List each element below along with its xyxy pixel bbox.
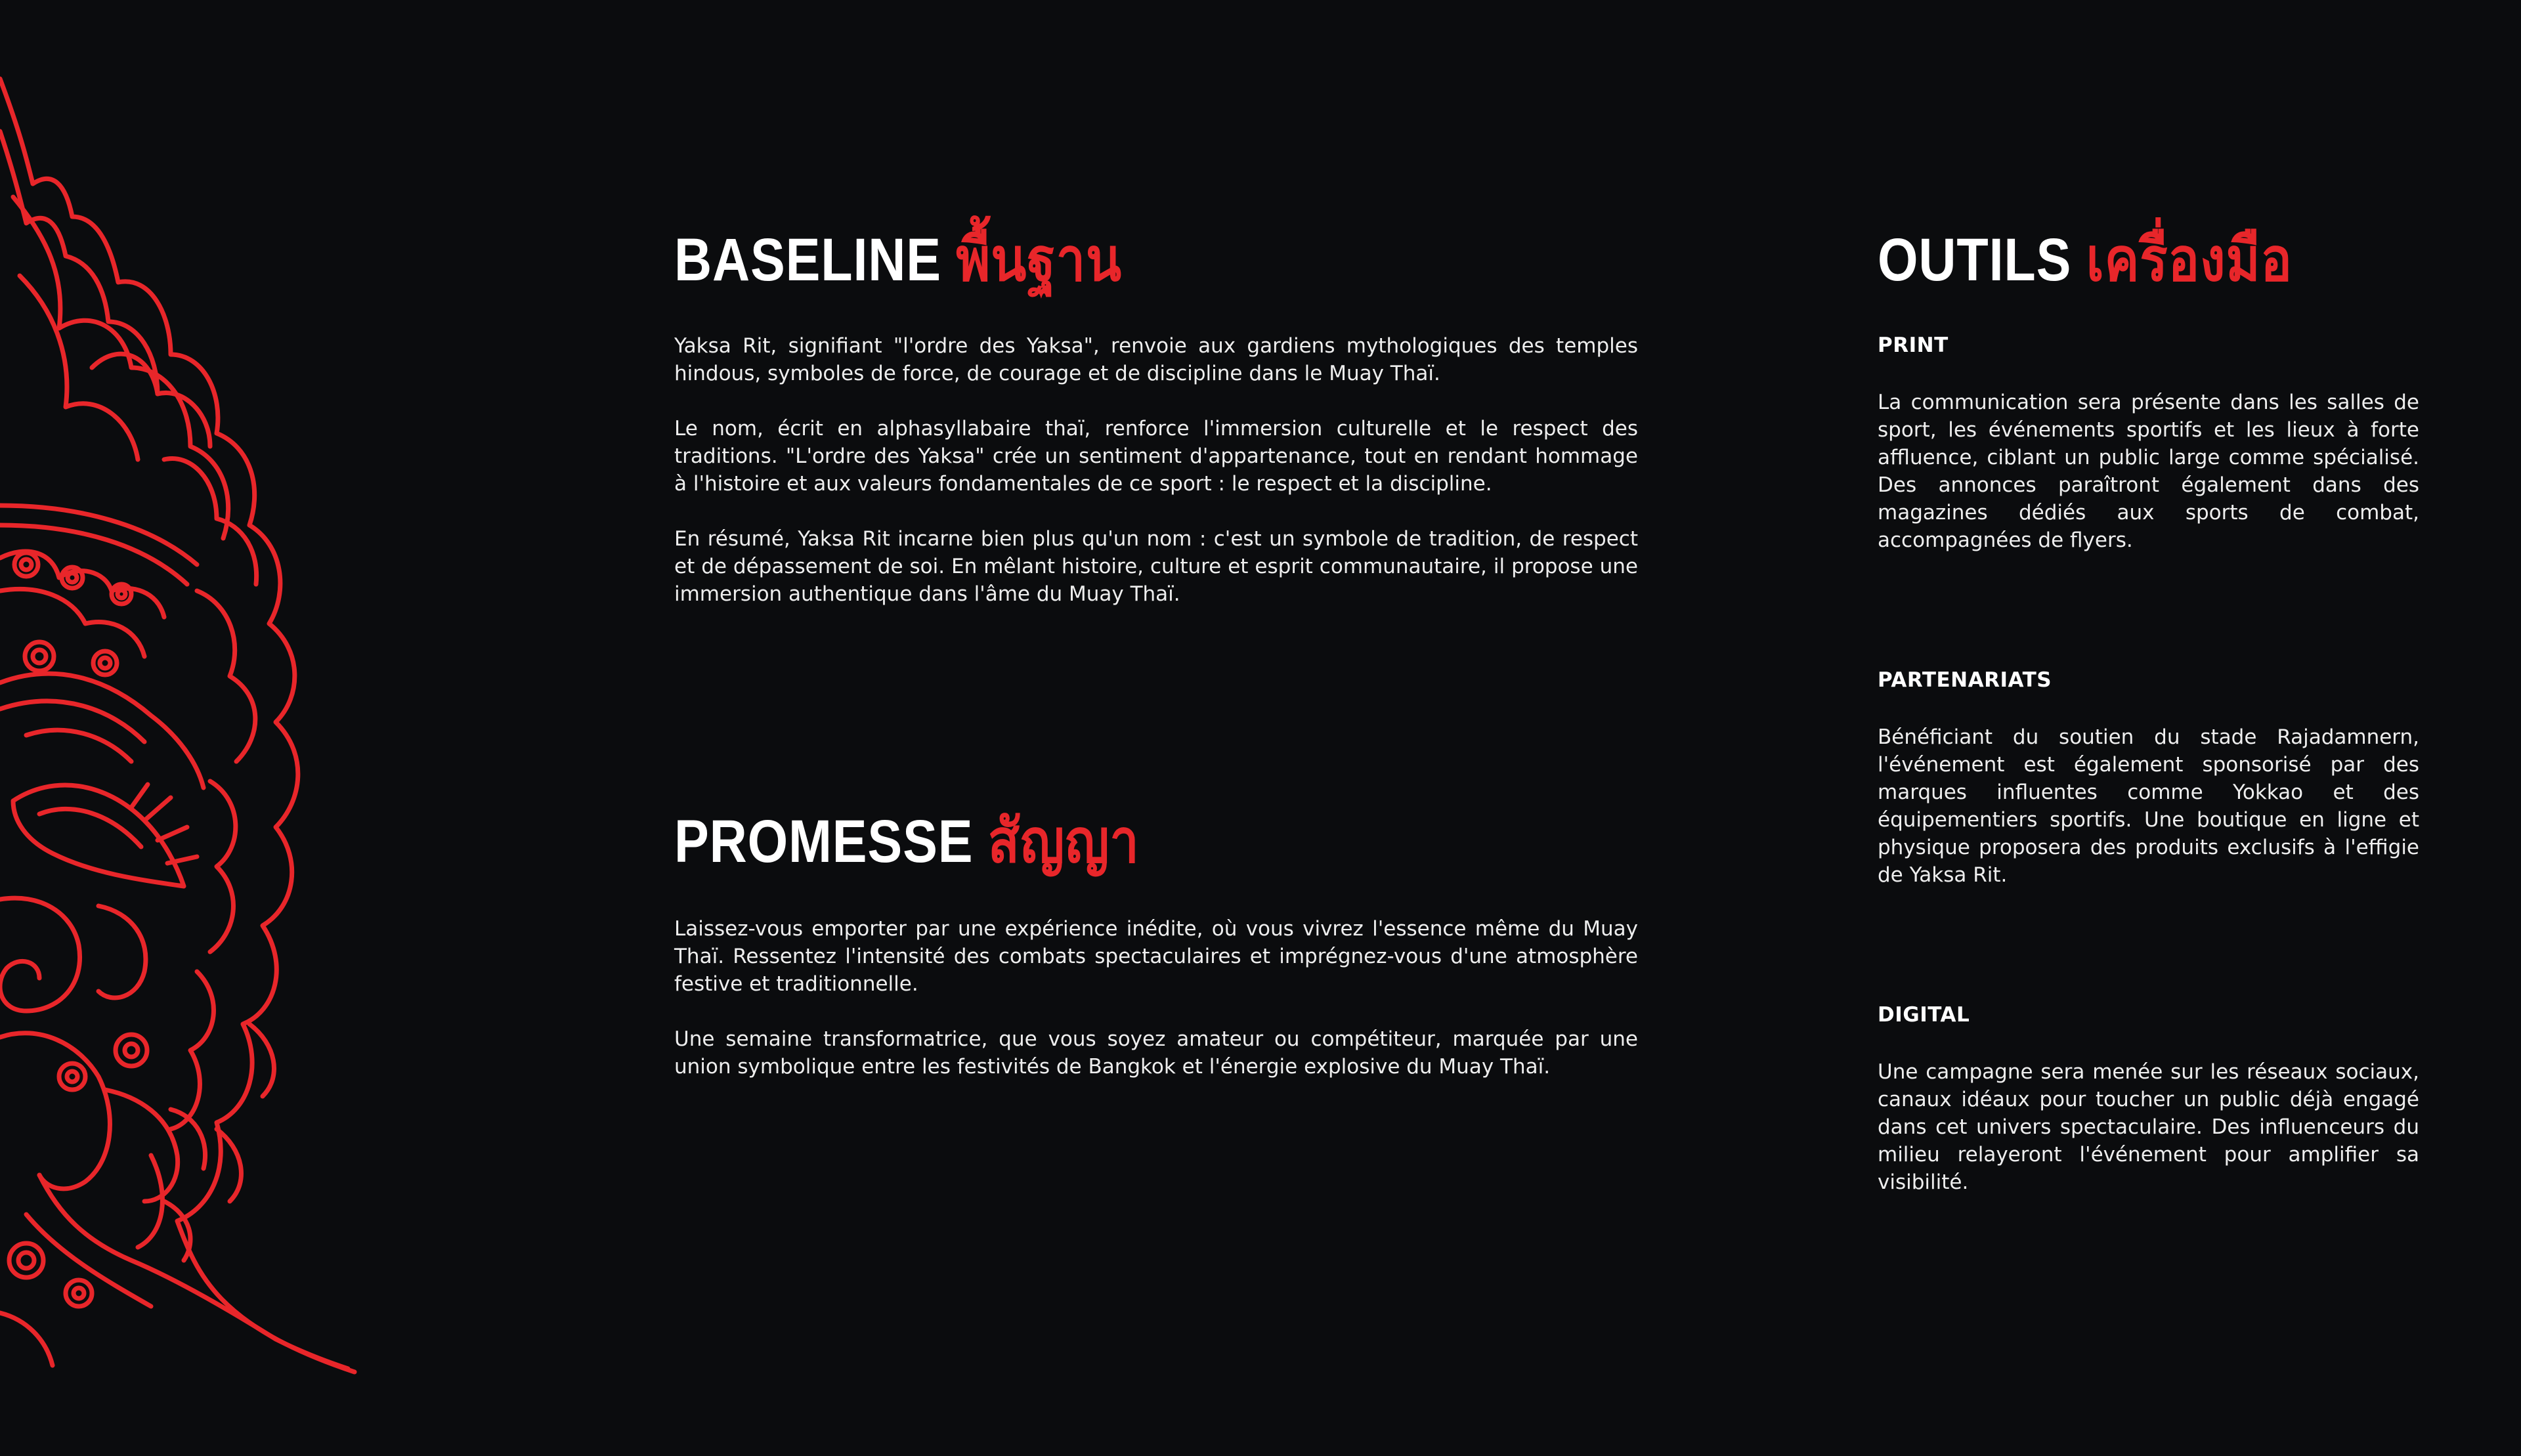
baseline-paragraph: Yaksa Rit, signifiant "l'ordre des Yaksa", renvoie aux gardiens mythologiques des temples hindous, symboles de force, de courage et de discipline dans le Muay Thaï. <box>674 334 1638 385</box>
print-text <box>1878 389 2419 582</box>
partenariats-heading: PARTENARIATS <box>1878 668 2052 692</box>
baseline-paragraph: Le nom, écrit en alphasyllabaire thaï, renforce l'immersion culturelle et le respect des traditions. "L'ordre des Yaksa" crée un sentiment d'appartenance, tout en rendant hommage à l'histoire et aux valeurs fondamentales de ce sport : le respect et la discipline. <box>674 417 1638 496</box>
baseline-heading <box>674 226 1123 293</box>
baseline-title-thai: พื้นฐาน <box>956 226 1123 293</box>
baseline-title: BASELINE <box>674 226 941 293</box>
digital-text <box>1878 1058 2419 1224</box>
outils-title-thai: เครื่องมือ <box>2086 226 2293 293</box>
baseline-text <box>674 332 1638 635</box>
yaksa-mask-illustration-icon <box>0 0 486 1456</box>
outils-title: OUTILS <box>1878 226 2072 293</box>
promesse-text <box>674 915 1638 1108</box>
baseline-paragraph: En résumé, Yaksa Rit incarne bien plus qu'un nom : c'est un symbole de tradition, de respect et de dépassement de soi. En mêlant histoire, culture et esprit communautaire, il propose une immersion authentique dans l'âme du Muay Thaï. <box>674 527 1638 606</box>
digital-paragraph: Une campagne sera menée sur les réseaux sociaux, canaux idéaux pour toucher un public déjà engagé dans cet univers spectaculaire. Des influenceurs du milieu relayeront l'événement pour amplifier sa visibilité. <box>1878 1060 2419 1194</box>
outils-heading <box>1878 226 2293 293</box>
promesse-title: PROMESSE <box>674 808 974 875</box>
promesse-paragraph: Une semaine transformatrice, que vous soyez amateur ou compétiteur, marquée par une union symbolique entre les festivités de Bangkok et l'énergie explosive du Muay Thaï. <box>674 1027 1638 1079</box>
partenariats-paragraph: Bénéficiant du soutien du stade Rajadamnern, l'événement est également sponsorisé par des marques influentes comme Yokkao et des équipementiers sportifs. Une boutique en ligne et physique proposera des produits exclusifs à l'effigie de Yaksa Rit. <box>1878 725 2419 887</box>
promesse-title-thai: สัญญา <box>987 808 1140 875</box>
print-heading: PRINT <box>1878 333 1949 357</box>
print-paragraph: La communication sera présente dans les salles de sport, les événements sportifs et les lieux à forte affluence, ciblant un public large comme spécialisé. Des annonces paraîtront également dans des magazines dédiés aux sports de combat, accompagnées de flyers. <box>1878 391 2419 552</box>
partenariats-text <box>1878 723 2419 916</box>
promesse-heading <box>674 808 1140 875</box>
digital-heading: DIGITAL <box>1878 1003 1970 1027</box>
promesse-paragraph: Laissez-vous emporter par une expérience inédite, où vous vivrez l'essence même du Muay Thaï. Ressentez l'intensité des combats spectaculaires et imprégnez-vous d'une atmosphère festive et traditionnelle. <box>674 917 1638 996</box>
